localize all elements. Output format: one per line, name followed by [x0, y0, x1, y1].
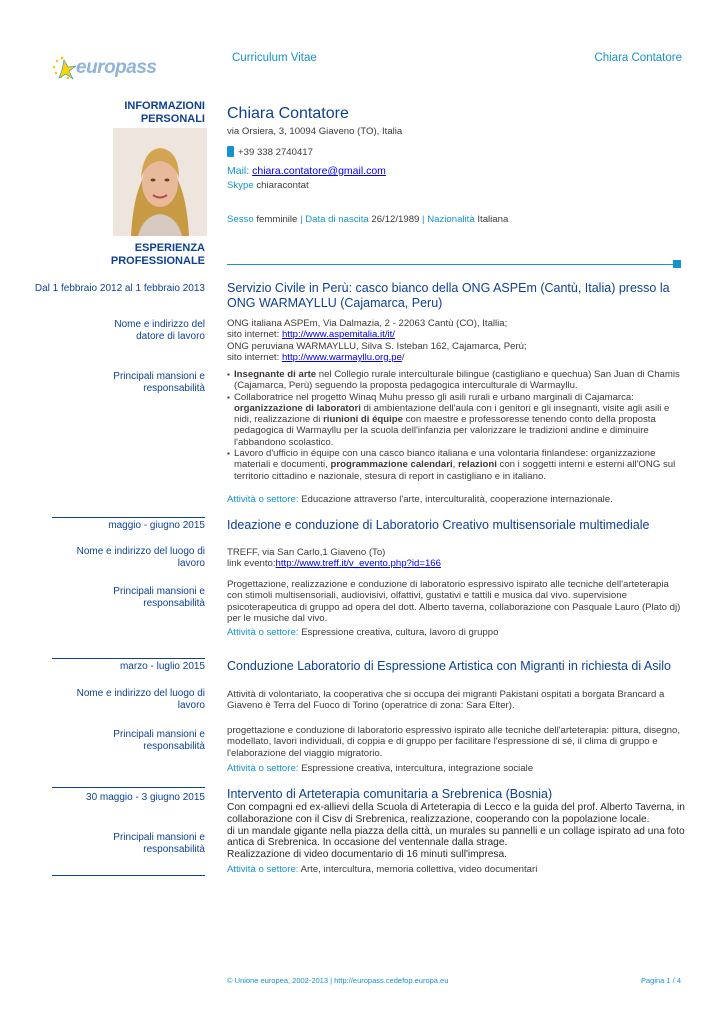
item3-duties: progettazione e conduzione di laboratorio espressivo ispirato alle tecniche dell'arteterapia: pittura, disegno, modellato, lavori individuali, di coppia e di gruppo per facilitare l'espressione di sé, il clima di gruppo e l'elaborazione del viaggio migratorio.	[227, 725, 681, 759]
section-divider	[227, 264, 673, 265]
event-link[interactable]: http://www.treff.it/v_evento.php?id=166	[275, 558, 441, 570]
item2-divider	[52, 517, 205, 518]
section-personal-info: INFORMAZIONI PERSONALI	[124, 100, 205, 125]
item3-date: marzo - luglio 2015	[119, 661, 205, 672]
logo-text: europass	[76, 57, 157, 78]
birth-label: Data di nascita	[305, 214, 369, 225]
header-doc-type: Curriculum Vitae	[232, 52, 317, 64]
item2-date: maggio - giugno 2015	[108, 520, 205, 531]
footer-page-number: Pagina 1 / 4	[640, 976, 681, 985]
header-person-name: Chiara Contatore	[594, 52, 682, 64]
list-item: ▪ Insegnante di arte nel Collegio rurale interculturale bilingue (castigliano e quechua) San Juan di Chamis (Cajamarca, Perù) seguendo la proposta pedagogica interculturale di Warmayllu.	[227, 369, 682, 392]
item2-place: TREFF, via San Carlo,1 Giaveno (To) link evento:http://www.treff.it/v_evento.php?id=166	[227, 547, 441, 570]
item1-date: Dal 1 febbraio 2012 al 1 febbraio 2013	[34, 283, 205, 294]
item4-date: 30 maggio - 3 giugno 2015	[86, 792, 205, 803]
demographics-row: Sesso femminile | Data di nascita 26/12/1989 | Nazionalità Italiana	[227, 214, 509, 225]
item1-duties-list	[227, 369, 682, 482]
item4-divider	[52, 787, 205, 788]
item3-title: Conduzione Laboratorio di Espressione Artistica con Migranti in richiesta di Asilo	[227, 659, 671, 673]
list-item: ▪ Lavoro d'ufficio in équipe con una casco bianco italiana e una volontaria finlandese: organizzazione materiali e documenti, programmazione calendari, relazioni con i soggetti interni e esterni all'ONG sul territorio cittadino e nazionale, stesura di report in castigliano e in italiano.	[227, 448, 682, 482]
section-experience: ESPERIENZA PROFESSIONALE	[110, 242, 205, 267]
nationality-label: Nazionalità	[427, 214, 475, 225]
list-item: ▪ Collaboratrice nel progetto Winaq Muhu presso gli asili rurali e urbano marginali di Cajamarca: organizzazione di laboratori di ambientazione dell'aula con i genitori e gli insegnanti, visite agli asili e nidi, realizzazione di riunioni di équipe con maestre e professoresse tenendo conto della proposta pedagogica di Warmayllu per la scuola dell'infanzia per valorizzare le tradizioni andine e diminuire l'abbandono scolastico.	[227, 392, 682, 448]
skype-row	[227, 180, 309, 191]
europass-logo	[50, 52, 157, 82]
footer-copyright: © Unione europea, 2002-2013 | http://europass.cedefop.europa.eu	[227, 976, 449, 985]
website-link-aspem[interactable]: http://www.aspemitalia.it/it/	[281, 329, 395, 341]
personal-name: Chiara Contatore	[227, 105, 349, 122]
item1-title: Servizio Civile in Perù: casco bianco della ONG ASPEm (Cantù, Italia) presso la ONG WARMAYLLU (Cajamarca, Peru)	[227, 281, 670, 310]
avatar	[113, 128, 207, 236]
item4-title: Intervento di Arteterapia comunitaria a Srebrenica (Bosnia)	[227, 787, 553, 801]
item4-duties: Con compagni ed ex-allievi della Scuola di Arteterapia di Lecco e la guida del prof. Alberto Taverna, in collaborazione con il Cisv di Srebrenica, realizzazione, cooperando con la popolazione locale. di un mandale gigante nella piazza della città, un murales su pannelli e un collage ispirato ad una foto antica di Srebrenica. In occasione del ventennale dalla strage. Realizzazione di video documentario di 16 minuti sull'impresa.	[227, 802, 685, 861]
item1-employer-label: Nome e indirizzo del datore di lavoro	[114, 319, 205, 342]
item1-duties-label: Principali mansioni e responsabilità	[113, 371, 205, 394]
item4-sector: Attività o settore: Arte, intercultura, memoria collettiva, video documentari	[227, 864, 538, 875]
section-divider-marker	[673, 260, 681, 268]
skype-value: chiaracontat	[256, 180, 309, 191]
sex-value: femminile	[256, 214, 298, 225]
mail-label: Mail	[227, 165, 247, 177]
item3-duties-label: Principali mansioni e responsabilità	[113, 729, 205, 752]
website-link-warmayllu[interactable]: http://www.warmayllu.org.pe	[281, 351, 402, 363]
item2-duties: Progettazione, realizzazione e conduzione di laboratorio espressivo ispirato alle tecniche dell'arteterapia con stimoli multisensoriali, audiovisivi, olfattivi, gustativi e tattili e musica dal vivo. supervisione psicoterapeutica di gruppo ad opera del dott. Alberto taverna, collaborazione con Pasquale Lauro (Plato dj) per le musiche dal vivo.	[227, 579, 681, 624]
item2-sector: Attività o settore: Espressione creativa, cultura, lavoro di gruppo	[227, 627, 499, 638]
item1-sector: Attività o settore: Educazione attraverso l'arte, interculturalità, cooperazione internazionale.	[227, 494, 613, 505]
mail-row: Mail: chiara.contatore@gmail.com	[227, 165, 386, 177]
phone-icon	[227, 146, 234, 157]
item1-employer: ONG italiana ASPEm, Via Dalmazia, 2 - 22063 Cantù (CO), Itallia; sito internet: http://www.aspemitalia.it/it/ ONG peruviana WARMAYLLU, Silva S. Isteban 162, Cajamarca, Perù; sito internet: http://www.warmayllu.org.pe/	[227, 318, 527, 363]
item2-place-label: Nome e indirizzo del luogo di lavoro	[76, 546, 205, 569]
item3-sector: Attività o settore: Espressione creativa, intercultura, integrazione sociale	[227, 763, 534, 774]
item3-place: Attività di volontariato, la cooperativa che si occupa dei migranti Pakistani ospitati a borgata Brancard a Giaveno è Terra del Fuoco di Torino (operatrice di zona: Sara Elter).	[227, 689, 665, 712]
personal-address: via Orsiera, 3, 10094 Giaveno (TO), Italia	[227, 126, 403, 137]
sex-label: Sesso	[227, 214, 254, 225]
mail-link[interactable]: chiara.contatore@gmail.com	[252, 165, 386, 177]
item2-duties-label: Principali mansioni e responsabilità	[113, 586, 205, 609]
nationality-value: Italiana	[477, 214, 509, 225]
item3-divider	[52, 658, 205, 659]
skype-label: Skype	[227, 180, 254, 191]
phone-value: +39 338 2740417	[238, 147, 313, 158]
birth-value: 26/12/1989	[371, 214, 420, 225]
phone-row	[227, 146, 313, 158]
item2-title: Ideazione e conduzione di Laboratorio Creativo multisensoriale multimediale	[227, 518, 650, 532]
item4-duties-label: Principali mansioni e responsabilità	[113, 832, 205, 855]
item3-place-label: Nome e indirizzo del luogo di lavoro	[76, 688, 205, 711]
item4-end-divider	[52, 875, 205, 876]
